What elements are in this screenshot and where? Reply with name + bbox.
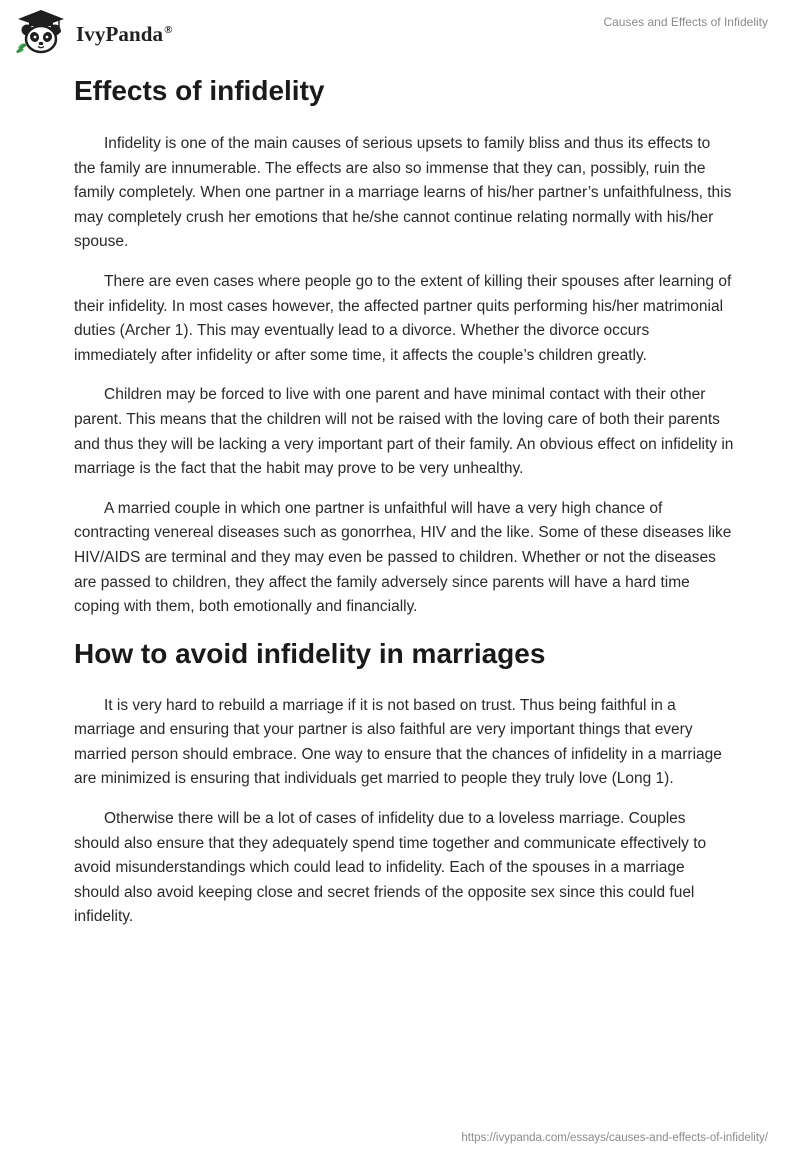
paragraph: There are even cases where people go to the extent of killing their spouses after learning of their infidelity. In most cases however, the affected partner quits performing his/her matrimonial duties (Archer 1). This may eventually lead to a divorce. Whether the divorce occurs immediately after infidelity or after some time, it affects the couple’s children greatly.: [74, 272, 732, 364]
paragraph: It is very hard to rebuild a marriage if it is not based on trust. Thus being faithful in a marriage and ensuring that your partner is also faithful are very important things that every married person should embrace. One way to ensure that the chances of infidelity in a marriage are minimized is ensuring that individuals get married to people they truly love (Long 1).: [74, 696, 722, 788]
ivypanda-logo[interactable]: [14, 8, 173, 54]
panda-graduate-icon: [14, 8, 68, 54]
section-heading-effects: Effects of infidelity: [74, 75, 325, 106]
source-url[interactable]: https://ivypanda.com/essays/causes-and-effects-of-infidelity/: [461, 1132, 768, 1144]
article-body: [74, 72, 734, 945]
page-header: [0, 0, 800, 60]
brand-name: IvyPanda®: [76, 21, 173, 46]
paragraph: Otherwise there will be a lot of cases of infidelity due to a loveless marriage. Couples should also ensure that they adequately spend time together and communicate effectively to avoid misunderstandings which could lead to infidelity. Each of the spouses in a marriage should also avoid keeping close and secret friends of the opposite sex since this could fuel infidelity.: [74, 810, 707, 926]
section-heading-avoid: How to avoid infidelity in marriages: [74, 637, 546, 669]
paragraph: Children may be forced to live with one parent and have minimal contact with their other parent. This means that the children will not be raised with the loving care of both their parents and thus they will be lacking a very important part of their family. An obvious effect on infidelity in marriage is the fact that the habit may prove to be very unhealthy.: [74, 386, 734, 478]
paragraph: A married couple in which one partner is unfaithful will have a very high chance of contracting venereal diseases such as gonorrhea, HIV and the like. Some of these diseases like HIV/AIDS are terminal and they may even be passed to children. Whether or not the diseases are passed to children, they affect the family adversely since parents will have a hard time coping with them, both emotionally and financially.: [74, 499, 732, 616]
paragraph: Infidelity is one of the main causes of serious upsets to family bliss and thus its effects to the family are innumerable. The effects are also so immense that they can, possibly, ruin the family completely. When one partner in a marriage learns of his/her partner’s unfaithfulness, this may completely crush her emotions that he/she cannot continue relating normally with his/her spouse.: [74, 135, 732, 251]
document-title: Causes and Effects of Infidelity: [603, 15, 768, 29]
